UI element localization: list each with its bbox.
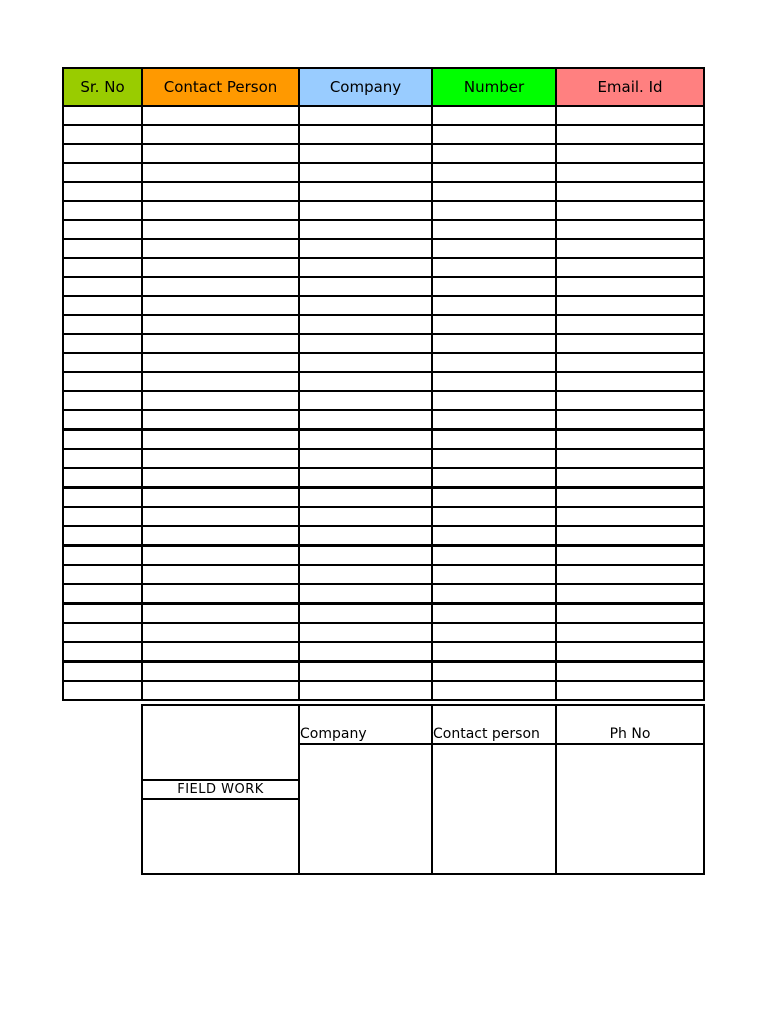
table-row [63,430,704,450]
field-work-table [141,704,705,875]
table-row [63,163,704,182]
table-row [63,353,704,372]
contact-person-cell[interactable] [142,584,299,604]
company-cell[interactable] [299,681,432,700]
sr-no-cell[interactable] [63,372,142,391]
sr-no-cell[interactable] [63,391,142,410]
sr-no-cell[interactable] [63,220,142,239]
sr-no-cell[interactable] [63,468,142,488]
sr-no-cell[interactable] [63,430,142,450]
contact-table-header-row [63,68,704,106]
table-row [63,565,704,584]
company-cell[interactable] [299,526,432,546]
contact-person-cell[interactable] [142,449,299,468]
contact-person-cell[interactable] [142,277,299,296]
number-cell[interactable] [432,449,556,468]
field-work-blank-area [143,706,298,779]
table-row [63,507,704,526]
sr-no-cell[interactable] [63,507,142,526]
table-row [63,410,704,430]
contact-person-cell[interactable] [142,662,299,682]
email-id-cell[interactable] [556,642,704,662]
number-cell[interactable] [432,277,556,296]
company-cell[interactable] [299,410,432,430]
table-row [63,201,704,220]
email-id-cell[interactable] [556,507,704,526]
sr-no-cell[interactable] [63,565,142,584]
contact-table-body [63,106,704,700]
company-cell[interactable] [299,334,432,353]
table-row [63,584,704,604]
table-row [63,220,704,239]
number-cell[interactable] [432,391,556,410]
company-cell[interactable] [299,584,432,604]
email-id-cell[interactable] [556,623,704,642]
sr-no-cell[interactable] [63,488,142,508]
field-contact-person-cell[interactable] [432,744,556,874]
number-cell[interactable] [432,623,556,642]
number-cell[interactable] [432,144,556,163]
company-cell[interactable] [299,468,432,488]
table-row [63,372,704,391]
table-row [63,334,704,353]
field-company-cell[interactable] [299,744,432,874]
company-cell[interactable] [299,201,432,220]
field-work-section [142,705,299,874]
company-cell[interactable] [299,642,432,662]
number-cell[interactable] [432,604,556,624]
table-row [63,449,704,468]
number-cell[interactable] [432,681,556,700]
email-id-cell[interactable] [556,144,704,163]
sr-no-cell[interactable] [63,642,142,662]
contact-person-cell[interactable] [142,144,299,163]
email-id-cell[interactable] [556,315,704,334]
number-cell[interactable] [432,106,556,125]
email-id-cell[interactable] [556,526,704,546]
field-ph-no-cell[interactable] [556,744,704,874]
number-cell[interactable] [432,468,556,488]
sr-no-cell[interactable] [63,546,142,566]
sr-no-cell[interactable] [63,201,142,220]
email-id-cell[interactable] [556,604,704,624]
header-email-id: Email. Id [556,68,704,106]
number-cell[interactable] [432,526,556,546]
company-cell[interactable] [299,220,432,239]
table-row [63,239,704,258]
number-cell[interactable] [432,584,556,604]
contact-person-cell[interactable] [142,507,299,526]
header-contact-person: Contact Person [142,68,299,106]
company-cell[interactable] [299,182,432,201]
sr-no-cell[interactable] [63,526,142,546]
sr-no-cell[interactable] [63,106,142,125]
email-id-cell[interactable] [556,182,704,201]
table-row [63,681,704,700]
field-header-ph-no: Ph No [556,705,704,744]
sr-no-cell[interactable] [63,410,142,430]
table-row [63,546,704,566]
contact-person-cell[interactable] [142,546,299,566]
number-cell[interactable] [432,662,556,682]
contact-person-cell[interactable] [142,468,299,488]
email-id-cell[interactable] [556,277,704,296]
sr-no-cell[interactable] [63,277,142,296]
number-cell[interactable] [432,239,556,258]
sr-no-cell[interactable] [63,604,142,624]
contact-person-cell[interactable] [142,201,299,220]
contact-person-cell[interactable] [142,391,299,410]
email-id-cell[interactable] [556,584,704,604]
header-company: Company [299,68,432,106]
sr-no-cell[interactable] [63,449,142,468]
field-work-label: FIELD WORK [143,779,298,800]
company-cell[interactable] [299,125,432,144]
company-cell[interactable] [299,507,432,526]
email-id-cell[interactable] [556,449,704,468]
number-cell[interactable] [432,642,556,662]
sr-no-cell[interactable] [63,681,142,700]
email-id-cell[interactable] [556,546,704,566]
company-cell[interactable] [299,372,432,391]
field-header-contact-person: Contact person [432,705,556,744]
sr-no-cell[interactable] [63,296,142,315]
table-row [63,315,704,334]
email-id-cell[interactable] [556,681,704,700]
email-id-cell[interactable] [556,410,704,430]
contact-person-cell[interactable] [142,642,299,662]
email-id-cell[interactable] [556,258,704,277]
table-row [63,488,704,508]
table-row [63,391,704,410]
table-row [63,125,704,144]
sr-no-cell[interactable] [63,623,142,642]
contact-person-cell[interactable] [142,488,299,508]
contact-person-cell[interactable] [142,106,299,125]
sr-no-cell[interactable] [63,163,142,182]
contact-person-cell[interactable] [142,125,299,144]
number-cell[interactable] [432,125,556,144]
company-cell[interactable] [299,296,432,315]
number-cell[interactable] [432,410,556,430]
header-number: Number [432,68,556,106]
email-id-cell[interactable] [556,334,704,353]
company-cell[interactable] [299,623,432,642]
number-cell[interactable] [432,163,556,182]
number-cell[interactable] [432,334,556,353]
contact-person-cell[interactable] [142,315,299,334]
email-id-cell[interactable] [556,430,704,450]
company-cell[interactable] [299,449,432,468]
header-sr-no: Sr. No [63,68,142,106]
sr-no-cell[interactable] [63,315,142,334]
contact-person-cell[interactable] [142,182,299,201]
contact-person-cell[interactable] [142,410,299,430]
number-cell[interactable] [432,258,556,277]
company-cell[interactable] [299,277,432,296]
number-cell[interactable] [432,488,556,508]
number-cell[interactable] [432,201,556,220]
number-cell[interactable] [432,372,556,391]
company-cell[interactable] [299,391,432,410]
company-cell[interactable] [299,163,432,182]
email-id-cell[interactable] [556,106,704,125]
company-cell[interactable] [299,315,432,334]
email-id-cell[interactable] [556,163,704,182]
sr-no-cell[interactable] [63,239,142,258]
number-cell[interactable] [432,315,556,334]
company-cell[interactable] [299,239,432,258]
email-id-cell[interactable] [556,220,704,239]
number-cell[interactable] [432,546,556,566]
number-cell[interactable] [432,507,556,526]
contact-person-cell[interactable] [142,681,299,700]
company-cell[interactable] [299,546,432,566]
table-row [63,277,704,296]
email-id-cell[interactable] [556,239,704,258]
sr-no-cell[interactable] [63,662,142,682]
email-id-cell[interactable] [556,296,704,315]
table-row [63,182,704,201]
company-cell[interactable] [299,604,432,624]
company-cell[interactable] [299,144,432,163]
number-cell[interactable] [432,182,556,201]
table-row [63,296,704,315]
email-id-cell[interactable] [556,372,704,391]
company-cell[interactable] [299,488,432,508]
number-cell[interactable] [432,353,556,372]
company-cell[interactable] [299,106,432,125]
company-cell[interactable] [299,430,432,450]
contact-person-cell[interactable] [142,258,299,277]
number-cell[interactable] [432,220,556,239]
email-id-cell[interactable] [556,662,704,682]
email-id-cell[interactable] [556,565,704,584]
contact-person-cell[interactable] [142,239,299,258]
contact-person-cell[interactable] [142,565,299,584]
contact-person-cell[interactable] [142,430,299,450]
sr-no-cell[interactable] [63,144,142,163]
email-id-cell[interactable] [556,488,704,508]
number-cell[interactable] [432,296,556,315]
table-row [63,662,704,682]
table-row [63,258,704,277]
email-id-cell[interactable] [556,125,704,144]
company-cell[interactable] [299,565,432,584]
contact-person-cell[interactable] [142,372,299,391]
sr-no-cell[interactable] [63,353,142,372]
table-row [63,144,704,163]
email-id-cell[interactable] [556,468,704,488]
sr-no-cell[interactable] [63,258,142,277]
table-row [63,623,704,642]
table-row [63,604,704,624]
contact-person-cell[interactable] [142,604,299,624]
sr-no-cell[interactable] [63,584,142,604]
number-cell[interactable] [432,565,556,584]
sr-no-cell[interactable] [63,182,142,201]
sr-no-cell[interactable] [63,334,142,353]
company-cell[interactable] [299,258,432,277]
contact-person-cell[interactable] [142,353,299,372]
company-cell[interactable] [299,353,432,372]
contact-table [62,67,705,701]
contact-person-cell[interactable] [142,296,299,315]
contact-person-cell[interactable] [142,220,299,239]
email-id-cell[interactable] [556,201,704,220]
table-row [63,526,704,546]
company-cell[interactable] [299,662,432,682]
table-row [63,106,704,125]
number-cell[interactable] [432,430,556,450]
table-row [63,468,704,488]
contact-person-cell[interactable] [142,623,299,642]
table-row [63,642,704,662]
field-header-company: Company [299,705,432,744]
sr-no-cell[interactable] [63,125,142,144]
contact-person-cell[interactable] [142,526,299,546]
email-id-cell[interactable] [556,353,704,372]
email-id-cell[interactable] [556,391,704,410]
contact-person-cell[interactable] [142,163,299,182]
contact-person-cell[interactable] [142,334,299,353]
